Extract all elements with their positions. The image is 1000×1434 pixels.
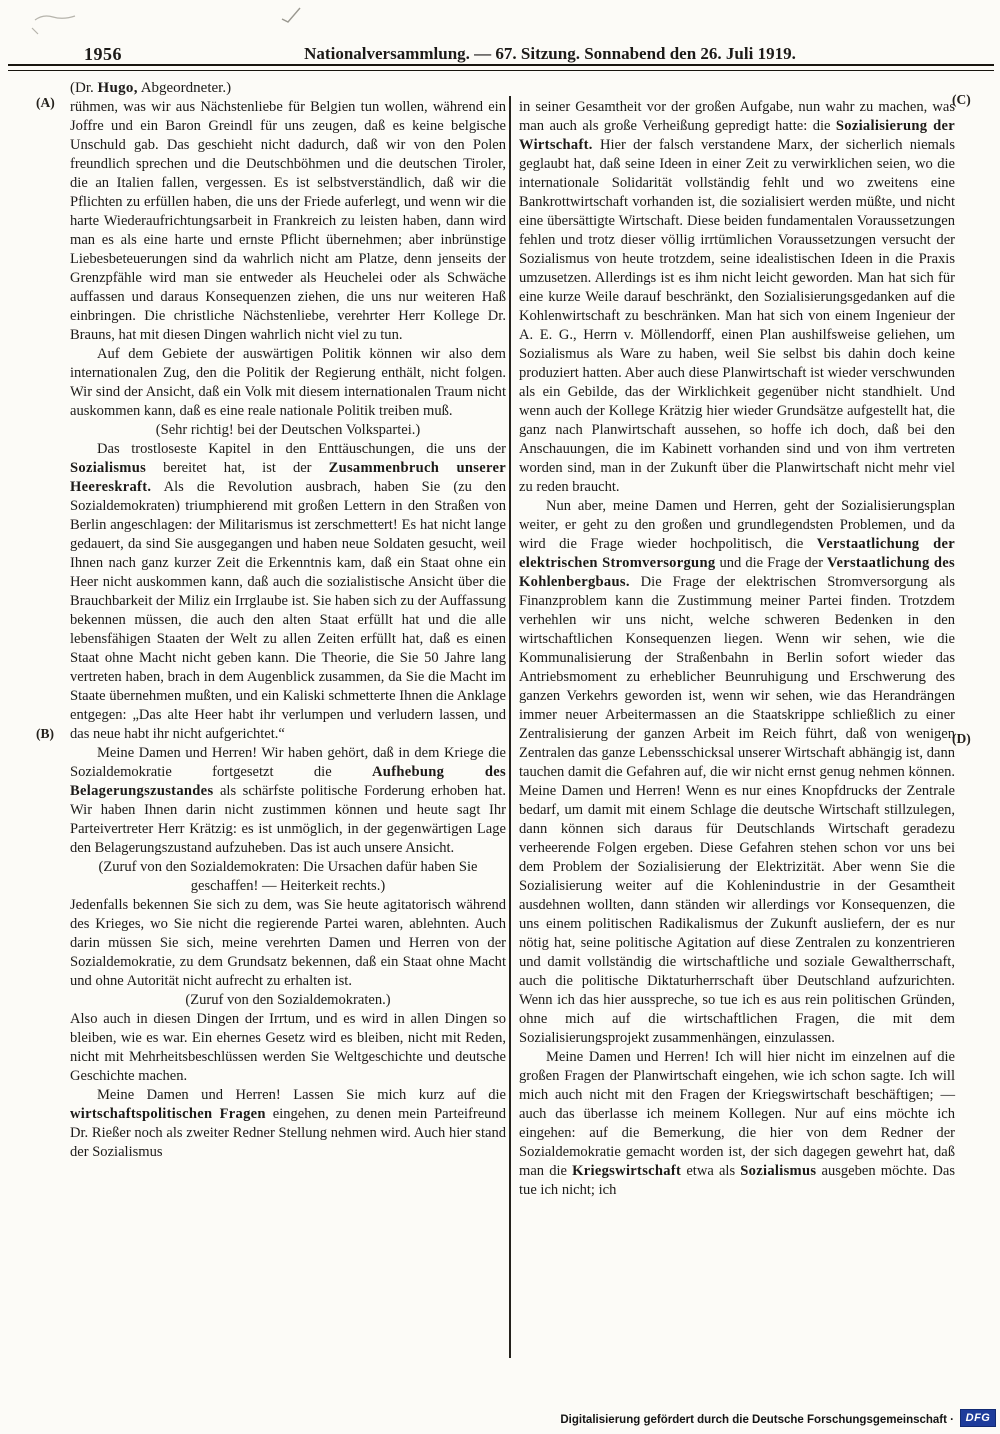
pencil-mark (270, 4, 310, 34)
speech-paragraph: Also auch in diesen Dingen der Irrtum, und es wird in allen Dingen so bleiben, wie es war. Ein ehernes Gesetz wird es bleiben, nicht mit Reden, nicht mit Mehrheitsbeschlüssen werden Sie Weltgeschichte und deutsche Geschichte machen. (70, 1011, 506, 1084)
speaker-suffix: Abgeordneter.) (137, 80, 232, 96)
digitization-credit: Digitalisierung gefördert durch die Deutsche Forschungsgemeinschaft · (560, 1414, 954, 1426)
speaker-name: Hugo, (97, 80, 138, 96)
speech-paragraph: Meine Damen und Herren! Ich will hier nicht im einzelnen auf die großen Fragen der Planwirtschaft eingehen, wie ich schon sagte. Ich will mich auch nicht mit den Fragen der Kriegswirtschaft beschäftigen; — auch das überlasse ich meinem Kollegen. Nur auf eins möchte ich eingehen: auf die Bemerkung, die hier von dem Redner der Sozialdemokratie gemacht worden ist, der sich dagegen gewehrt hat, daß man die Kriegswirtschaft etwa als Sozialismus ausgeben möchte. Das tue ich nicht; ich (519, 1049, 955, 1198)
stage-direction: (Sehr richtig! bei der Deutschen Volkspartei.) (155, 422, 421, 438)
header-double-rule (8, 64, 994, 71)
speech-paragraph: Meine Damen und Herren! Wir haben gehört, daß in dem Kriege die Sozialdemokratie fortgesetzt die Aufhebung des Belagerungszustandes als schärfste politische Forderung erhoben hat. Wir haben Ihnen darin nicht zustimmen können und heute sagt Ihr Parteivertreter Herr Krätzig: es ist unmöglich, in der gegenwärtigen Lage den Belagerungszustand aufzuheben. Das ist auch unsere Ansicht. (70, 745, 506, 856)
speaker-prefix: (Dr. (70, 80, 98, 96)
dfg-logo: DFG (960, 1409, 996, 1427)
margin-label-d: (D) (952, 731, 971, 746)
stage-direction: (Zuruf von den Sozialdemokraten.) (185, 992, 391, 1008)
speech-paragraph: in seiner Gesamtheit vor der großen Aufgabe, nun wahr zu machen, was man auch als große Verheißung gepredigt hatte: die Sozialisierung der Wirtschaft. Hier der falsch verstandene Marx, der sicherlich niemals geglaubt hat, daß seine Ideen in einer Zeit zu verwirklichen seien, wo die internationale Solidarität vollständig fehlt und wo zweitens eine Bankrottwirtschaft vorhanden ist, die sozialisiert werden müßte, und nicht eine übersättigte Wirtschaft. Diese beiden fundamentalen Voraussetzungen fehlen und trotz dieser völlig irrtümlichen Voraussetzungen versucht der Sozialismus von heute trotzdem, seine idealistischen Ideen in die Praxis umzusetzen. Allerdings ist es ihm nicht leicht geworden. Man hat sich für eine kurze Weile darauf beschränkt, den Sozialisierungsgedanken auf die Kohlenwirtschaft zu beschränken. Man hat sich von einem Ingenieur der A. E. G., Herrn v. Möllendorff, einen Plan aushilfsweise geliehen, um Sozialismus als Ware zu haben, weil Sie selbst bis dahin doch keine produziert hatten. Aber auch diese Planwirtschaft ist wieder verschwunden als ein Gebilde, das der Wirklichkeit gegenüber nicht standhielt. Und wenn auch der Kollege Krätzig hier wieder Grundsätze aufgestellt hat, die ganz nach Planwirtschaft aussehen, so hoffe ich doch, daß bei den Anschauungen, die im Kabinett vorhanden sind und von ihm vertreten worden sind, man in der Zukunft über die Planwirtschaft nicht mehr viel zu reden braucht. (519, 99, 955, 495)
speaker-line (70, 80, 231, 97)
page-number: 1956 (84, 44, 122, 64)
column-divider-rule (509, 96, 511, 1358)
margin-label-a: (A) (36, 95, 55, 110)
speech-paragraph: Das trostloseste Kapitel in den Enttäuschungen, die uns der Sozialismus bereitet hat, ist der Zusammenbruch unserer Heereskraft. Als die Revolution ausbrach, haben Sie (zu den Sozialdemokraten) triumphierend mit großen Lettern in den Straßen von Berlin angeschlagen: der Militarismus ist zerschmettert! Es hat nicht lange gedauert, da sind Sie ausgegangen und haben neue Soldaten gesucht, weil Ihnen nach ganz kurzer Zeit die Erkenntnis kam, daß ein Staat ohne ein Heer nicht auskommen kann, daß auch die sozialistische Ansicht über die Brauchbarkeit der Miliz ein Irrglaube ist. Sie haben sich zu der Auffassung bekennen müssen, die auch den alten Staat erfüllt hat und die alle lebensfähigen Staaten der Welt zu allen Zeiten erfüllt hat, daß es einen Staat ohne Macht nicht geben kann. Die Theorie, die Sie 50 Jahre lang vertreten haben, brach in dem Augenblick zusammen, da Sie die Macht im Staate übernehmen mußten, und ein Kaliski schmetterte Ihnen die Anklage entgegen: „Das alte Heer habt ihr verlumpen und verludern lassen, und das neue habt ihr nicht aufgerichtet.“ (70, 441, 506, 742)
margin-label-c: (C) (952, 92, 971, 107)
text-column-right (519, 98, 955, 1200)
speech-paragraph: Nun aber, meine Damen und Herren, geht der Sozialisierungsplan weiter, er geht zu den großen und grundlegendsten Problemen, und da wird die Frage wieder hochpolitisch, die Verstaatlichung der elektrischen Stromversorgung und die Frage der Verstaatlichung des Kohlenbergbaus. Die Frage der elektrischen Stromversorgung als Finanzproblem kann die Zustimmung meiner Partei finden. Trotzdem verhehlen wir uns nicht, welche schweren Bedenken in den wirtschaftlichen Konsequenzen liegen. Wenn wir sehen, wie die Kommunalisierung der Straßenbahn in Berlin sofort wieder das Antriebsmoment zu erheblicher Beunruhigung und Erschwerung des ganzen Verkehrs geworden ist, wenn wir sehen, wie das Herandrängen immer neuer Arbeitermassen an die Staatskrippe schließlich zu einer Zentralisierung der ganzen Arbeit im Reich führt, daß von wenigen Zentralen das ganze Lebensschicksal unserer Wirtschaft abhängig ist, dann tauchen damit die Gefahren auf, die wir nicht ernst genug nehmen können. Meine Damen und Herren! Wenn es nur eines Knopfdrucks der Zentrale bedarf, um damit mit einem Schlage die deutsche Wirtschaft stillzulegen, dann können sich daraus für Deutschlands Wirtschaft geradezu verheerende Folgen ergeben. Diese Gefahren stehen schon vor uns bei dem Problem der Sozialisierung der Elektrizität. Aber wenn Sie die Sozialisierung weiter auf die Kohlenindustrie in der Gesamtheit ausdehnen wollten, dann ständen wir allerdings vor Konsequenzen, die uns einem politischen Radikalismus der Zukunft ausliefern, der es nur nötig hat, seine politische Agitation auf diese Zentralen zu konzentrieren und damit vollständig die wirtschaftliche und soziale Gewaltherrschaft, auch die politische Diktaturherrschaft über Deutschland aufzurichten. Wenn ich das hier ausspreche, so tue ich es aus rein politischen Gründen, ohne mich auf die wirtschaftlichen Fragen, die mit dem Sozialisierungsprojekt zusammenhängen, einzulassen. (519, 498, 956, 1046)
speech-paragraph: Auf dem Gebiete der auswärtigen Politik können wir also dem internationalen Zug, den die Politik der Regierung enthält, nicht folgen. Wir sind der Ansicht, daß ein Volk mit diesem internationalen Traum nicht auskommen kann, daß es eine reale nationale Politik treiben muß. (70, 346, 506, 419)
margin-label-b: (B) (36, 726, 54, 741)
text-column-left (70, 98, 506, 1162)
stage-direction: (Zuruf von den Sozialdemokraten: Die Ursachen dafür haben Sie geschaffen! — Heiterkeit rechts.) (98, 859, 478, 894)
speech-paragraph: Meine Damen und Herren! Lassen Sie mich kurz auf die wirtschaftspolitischen Fragen eingehen, zu denen mein Parteifreund Dr. Rießer noch als zweiter Redner Stellung nehmen wird. Auch hier stand der Sozialismus (70, 1087, 506, 1160)
speech-paragraph: rühmen, was wir aus Nächstenliebe für Belgien tun wollen, während ein Joffre und ein Baron Greindl für uns zeugen, daß es keine belgische Unschuld gab. Das geschieht nicht dadurch, daß wir von den Polen freundlich sprechen und die Deutschböhmen und die deutschen Tiroler, die an Italien fallen, vergessen. Es ist selbstverständlich, daß wir die Pflichten zu erfüllen haben, die uns der Friede auferlegt, und wenn wir die harte Wiederaufrichtungsarbeit in Frankreich zu leisten haben, dann wird man es als eine harte und ernste Pflicht übernehmen; aber inbrünstige Liebesbeteuerungen sind da wahrlich nicht am Platze, denn jenseits der Grenzpfähle wird man sie entweder als Heuchelei oder als Schwäche auffassen und daraus Konsequenzen ziehen, die uns nur weiteren Haß einbringen. Die christliche Nächstenliebe, verehrter Herr Kollege Dr. Brauns, hat mit diesen Dingen wahrlich nicht viel zu tun. (70, 99, 506, 343)
page-header-title: Nationalversammlung. — 67. Sitzung. Sonnabend den 26. Juli 1919. (304, 44, 796, 63)
pencil-mark (30, 8, 230, 38)
speech-paragraph: Jedenfalls bekennen Sie sich zu dem, was Sie heute agitatorisch während des Krieges, wo Sie nicht die regierende Partei waren, ablehnten. Auch darin müssen Sie sich, meine verehrten Damen und Herren von der Sozialdemokratie, zu dem Grundsatz bekennen, daß ein Staat ohne Macht und ohne Autorität nicht aufrecht zu erhalten ist. (70, 897, 506, 989)
